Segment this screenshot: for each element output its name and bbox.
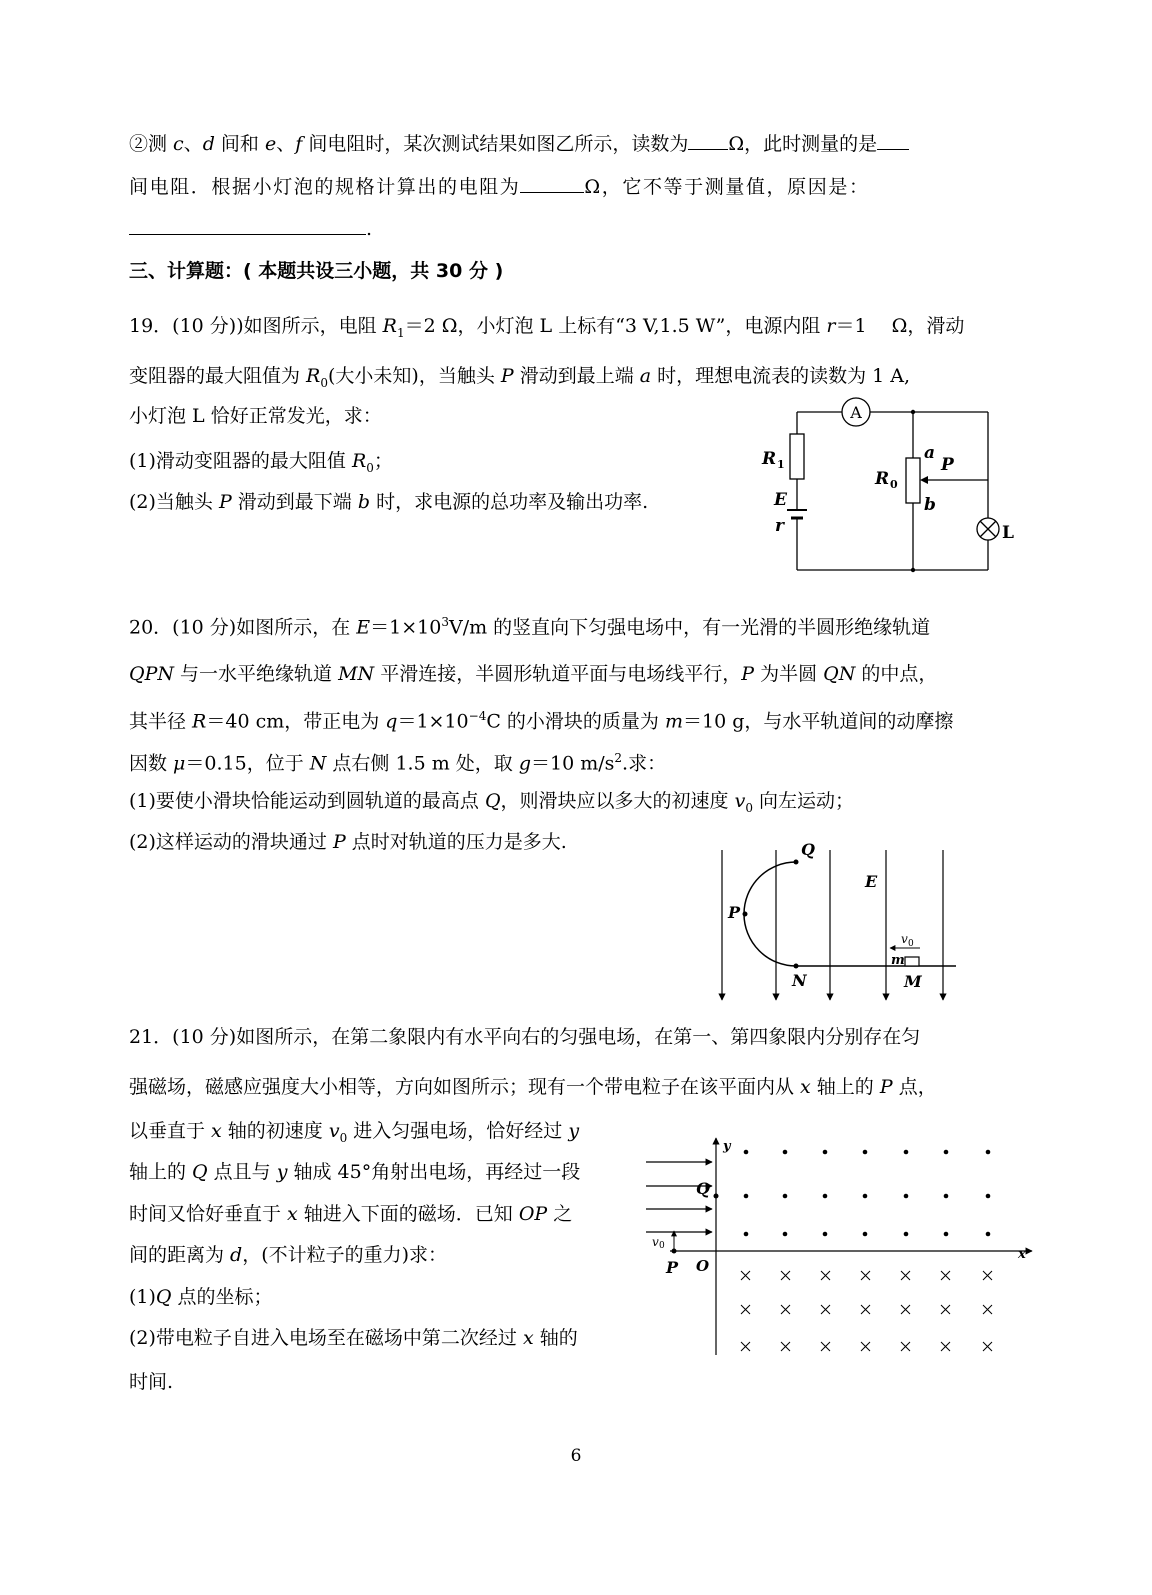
q21-line-8 [129, 1326, 578, 1350]
text: 轴的初速度 [221, 1120, 329, 1142]
var-P: P [500, 365, 514, 387]
q19-line-5 [129, 490, 648, 514]
text: ＝1×10 [397, 710, 469, 733]
answer-blank-measured[interactable] [877, 131, 909, 150]
var-d: d [202, 133, 215, 155]
var-Q: Q [155, 1286, 172, 1308]
var-R: R [382, 315, 397, 337]
text: 其半径 [129, 710, 193, 733]
answer-blank-resistance[interactable] [520, 174, 584, 193]
label-v: v [652, 1235, 659, 1249]
sup: 3 [441, 615, 449, 629]
label-v-sub: 0 [659, 1241, 665, 1251]
sub: 0 [320, 375, 328, 390]
text: (2)这样运动的滑块通过 [129, 831, 333, 853]
label-y: y [723, 1139, 731, 1154]
var-a: a [639, 365, 652, 387]
q19-line-2 [129, 364, 910, 395]
q21-field-diagram [640, 1130, 1040, 1360]
var-P: P [332, 831, 346, 853]
prev-line-2 [129, 174, 870, 199]
label-P: P [666, 1258, 679, 1277]
text: 、 [183, 133, 203, 155]
label-Q: Q [801, 840, 815, 859]
text: ＝2 Ω，小灯泡 L 上标有“3 V,1.5 W”，电源内阻 [404, 315, 827, 337]
q20-line-1 [129, 610, 930, 639]
text: ＝40 cm，带正电为 [206, 710, 386, 733]
label-M: M [904, 972, 922, 991]
text: 21．(10 分)如图所示，在第二象限内有水平向右的匀强电场，在第一、第四象限内分别存在匀 [129, 1026, 921, 1048]
var-x: x [211, 1120, 222, 1142]
text: Ω，它不等于测量值，原因是： [584, 176, 870, 198]
text: C 的小滑块的质量为 [486, 710, 665, 733]
answer-blank-reason[interactable] [129, 216, 366, 235]
text: 滑动到最下端 [231, 491, 358, 513]
text: . [366, 218, 373, 240]
q21-line-9 [129, 1370, 173, 1394]
label-R1: R [762, 449, 777, 469]
semicircle-track [744, 862, 796, 966]
text: ，则滑块应以多大的初速度 [500, 790, 735, 812]
ammeter-label: A [850, 403, 862, 422]
var-E: E [356, 616, 371, 639]
section-heading: 三、计算题：( 本题共设三小题，共 30 分 ) [129, 260, 504, 282]
var-g: g [518, 752, 531, 775]
prev-line-3 [129, 216, 372, 241]
q20-line-5 [129, 789, 854, 820]
q21-line-5 [129, 1202, 572, 1226]
text: (2)当触头 [129, 491, 219, 513]
var-c: c [173, 133, 184, 155]
text: ； [373, 450, 393, 472]
text: ＝10 g，与水平轨道间的动摩擦 [683, 710, 954, 733]
label-R1-sub: 1 [777, 458, 785, 471]
text: 以垂直于 [129, 1120, 212, 1142]
text: 轴成 45°角射出电场，再经过一段 [287, 1161, 581, 1183]
text: (大小未知)，当触头 [328, 365, 501, 387]
sup: 2 [614, 751, 623, 765]
var-N: N [309, 752, 327, 775]
text: V/m 的竖直向下匀强电场中，有一光滑的半圆形绝缘轨道 [448, 616, 931, 639]
sub: 0 [366, 460, 374, 475]
slider-block [905, 957, 919, 966]
var-P: P [879, 1076, 893, 1098]
text: 为半圆 [754, 663, 824, 685]
text: 时，求电源的总功率及输出功率. [370, 491, 649, 513]
sub: 0 [339, 1130, 348, 1145]
sup: −4 [468, 709, 487, 723]
var-R: R [351, 450, 367, 472]
q20-track-diagram [710, 840, 970, 1010]
var-b: b [357, 491, 371, 513]
text: 点时对轨道的压力是多大. [345, 831, 567, 853]
text: 点且与 [207, 1161, 277, 1183]
text: 间和 [214, 133, 265, 155]
q21-line-3 [129, 1119, 579, 1150]
label-v-sub: 0 [908, 939, 914, 949]
text: 轴进入下面的磁场．已知 [297, 1203, 519, 1225]
text: 的中点， [855, 663, 938, 685]
var-x: x [287, 1203, 298, 1225]
text: 强磁场，磁感应强度大小相等，方向如图所示；现有一个带电粒子在该平面内从 [129, 1076, 801, 1098]
label-E: E [865, 872, 878, 891]
var-r: r [826, 315, 836, 337]
var-v: v [328, 1120, 340, 1142]
var-x: x [522, 1327, 534, 1349]
text: 间的距离为 [129, 1244, 231, 1266]
var-d: d [230, 1244, 243, 1266]
q19-line-3 [129, 404, 382, 428]
text: ＝1×10 [370, 616, 442, 639]
text: 时间又恰好垂直于 [129, 1203, 288, 1225]
text: 轴上的 [129, 1161, 193, 1183]
var-P: P [218, 491, 232, 513]
q21-line-1 [129, 1025, 920, 1049]
q19-circuit-diagram [760, 398, 1030, 578]
q20-line-6 [129, 830, 567, 854]
label-O: O [696, 1257, 710, 1275]
text: (1)要使小滑块恰能运动到圆轨道的最高点 [129, 790, 485, 812]
text: 间电阻时，某次测试结果如图乙所示，读数为 [302, 133, 689, 155]
answer-blank-reading[interactable] [688, 131, 728, 150]
label-b: b [924, 495, 936, 515]
q20-line-4 [129, 746, 666, 775]
q19-line-4 [129, 449, 393, 480]
q20-line-3 [129, 704, 953, 733]
text: 时间. [129, 1371, 174, 1393]
var-R: R [306, 365, 321, 387]
text: 时，理想电流表的读数为 1 A, [651, 365, 911, 387]
text: 滑动到最上端 [513, 365, 640, 387]
text: 轴的 [533, 1327, 578, 1349]
text: 小灯泡 L 恰好正常发光，求： [129, 405, 382, 427]
field-into-page-crosses [741, 1271, 992, 1351]
var-q: q [385, 710, 398, 733]
page-number: 6 [570, 1446, 582, 1466]
text: 点的坐标； [171, 1286, 273, 1308]
text: .求： [622, 752, 667, 775]
var-R: R [192, 710, 207, 733]
text: ＝1 Ω，滑动 [835, 315, 965, 337]
q21-line-7 [129, 1285, 273, 1309]
label-x: x [1018, 1247, 1026, 1262]
text: 点右侧 1.5 m 处，取 [326, 752, 519, 775]
var-QN: QN [823, 663, 856, 685]
label-Q: Q [696, 1179, 710, 1198]
text: 与一水平绝缘轨道 [174, 663, 339, 685]
prev-line-1 [129, 131, 909, 156]
var-f: f [295, 133, 303, 155]
text: 进入匀强电场，恰好经过 [347, 1120, 569, 1142]
text: 平滑连接，半圆形轨道平面与电场线平行， [374, 663, 742, 685]
label-R0-sub: 0 [890, 478, 898, 491]
text: 因数 [129, 752, 174, 775]
var-y: y [568, 1120, 580, 1142]
text: 向左运动； [752, 790, 855, 812]
text: ，(不计粒子的重力)求： [242, 1244, 448, 1266]
var-OP: OP [518, 1203, 548, 1225]
label-r: r [775, 516, 784, 536]
text: (2)带电粒子自进入电场至在磁场中第二次经过 [129, 1327, 523, 1349]
text: 间电阻．根据小灯泡的规格计算出的电阻为 [129, 176, 521, 198]
q19-line-1 [129, 314, 964, 345]
label-E: E [774, 490, 787, 510]
text: 19．(10 分))如图所示，电阻 [129, 315, 383, 337]
label-P: P [941, 455, 954, 475]
text: 20．(10 分)如图所示，在 [129, 616, 357, 639]
text: 点， [892, 1076, 937, 1098]
sub: 1 [396, 325, 405, 340]
field-out-of-page-dots [744, 1150, 991, 1237]
text: 之 [547, 1203, 573, 1225]
var-e: e [264, 133, 277, 155]
var-mu: μ [173, 752, 186, 775]
label-L: L [1002, 523, 1014, 543]
q21-line-6 [129, 1243, 447, 1267]
label-N: N [792, 971, 807, 990]
var-QPN: QPN [129, 663, 174, 685]
label-m: m [891, 953, 905, 968]
text: (1) [129, 1286, 156, 1308]
var-y: y [276, 1161, 288, 1183]
var-MN: MN [338, 663, 375, 685]
text: 变阻器的最大阻值为 [129, 365, 307, 387]
sub: 0 [745, 800, 753, 815]
var-Q: Q [484, 790, 501, 812]
text: 、 [276, 133, 296, 155]
text: ＝10 m/s [531, 752, 615, 775]
q21-line-4 [129, 1160, 580, 1184]
label-a: a [924, 443, 936, 463]
var-x: x [800, 1076, 811, 1098]
text: 轴上的 [810, 1076, 880, 1098]
var-v: v [734, 790, 746, 812]
text: (1)滑动变阻器的最大阻值 [129, 450, 352, 472]
label-P: P [728, 903, 741, 922]
q21-line-2 [129, 1075, 937, 1099]
var-m: m [664, 710, 683, 733]
label-v: v [901, 932, 908, 946]
var-P: P [741, 663, 755, 685]
text: ②测 [129, 133, 174, 155]
text: ＝0.15，位于 [185, 752, 310, 775]
text: Ω，此时测量的是 [728, 133, 878, 155]
q20-line-2 [129, 662, 937, 686]
var-Q: Q [192, 1161, 208, 1183]
label-R0: R [875, 469, 890, 489]
